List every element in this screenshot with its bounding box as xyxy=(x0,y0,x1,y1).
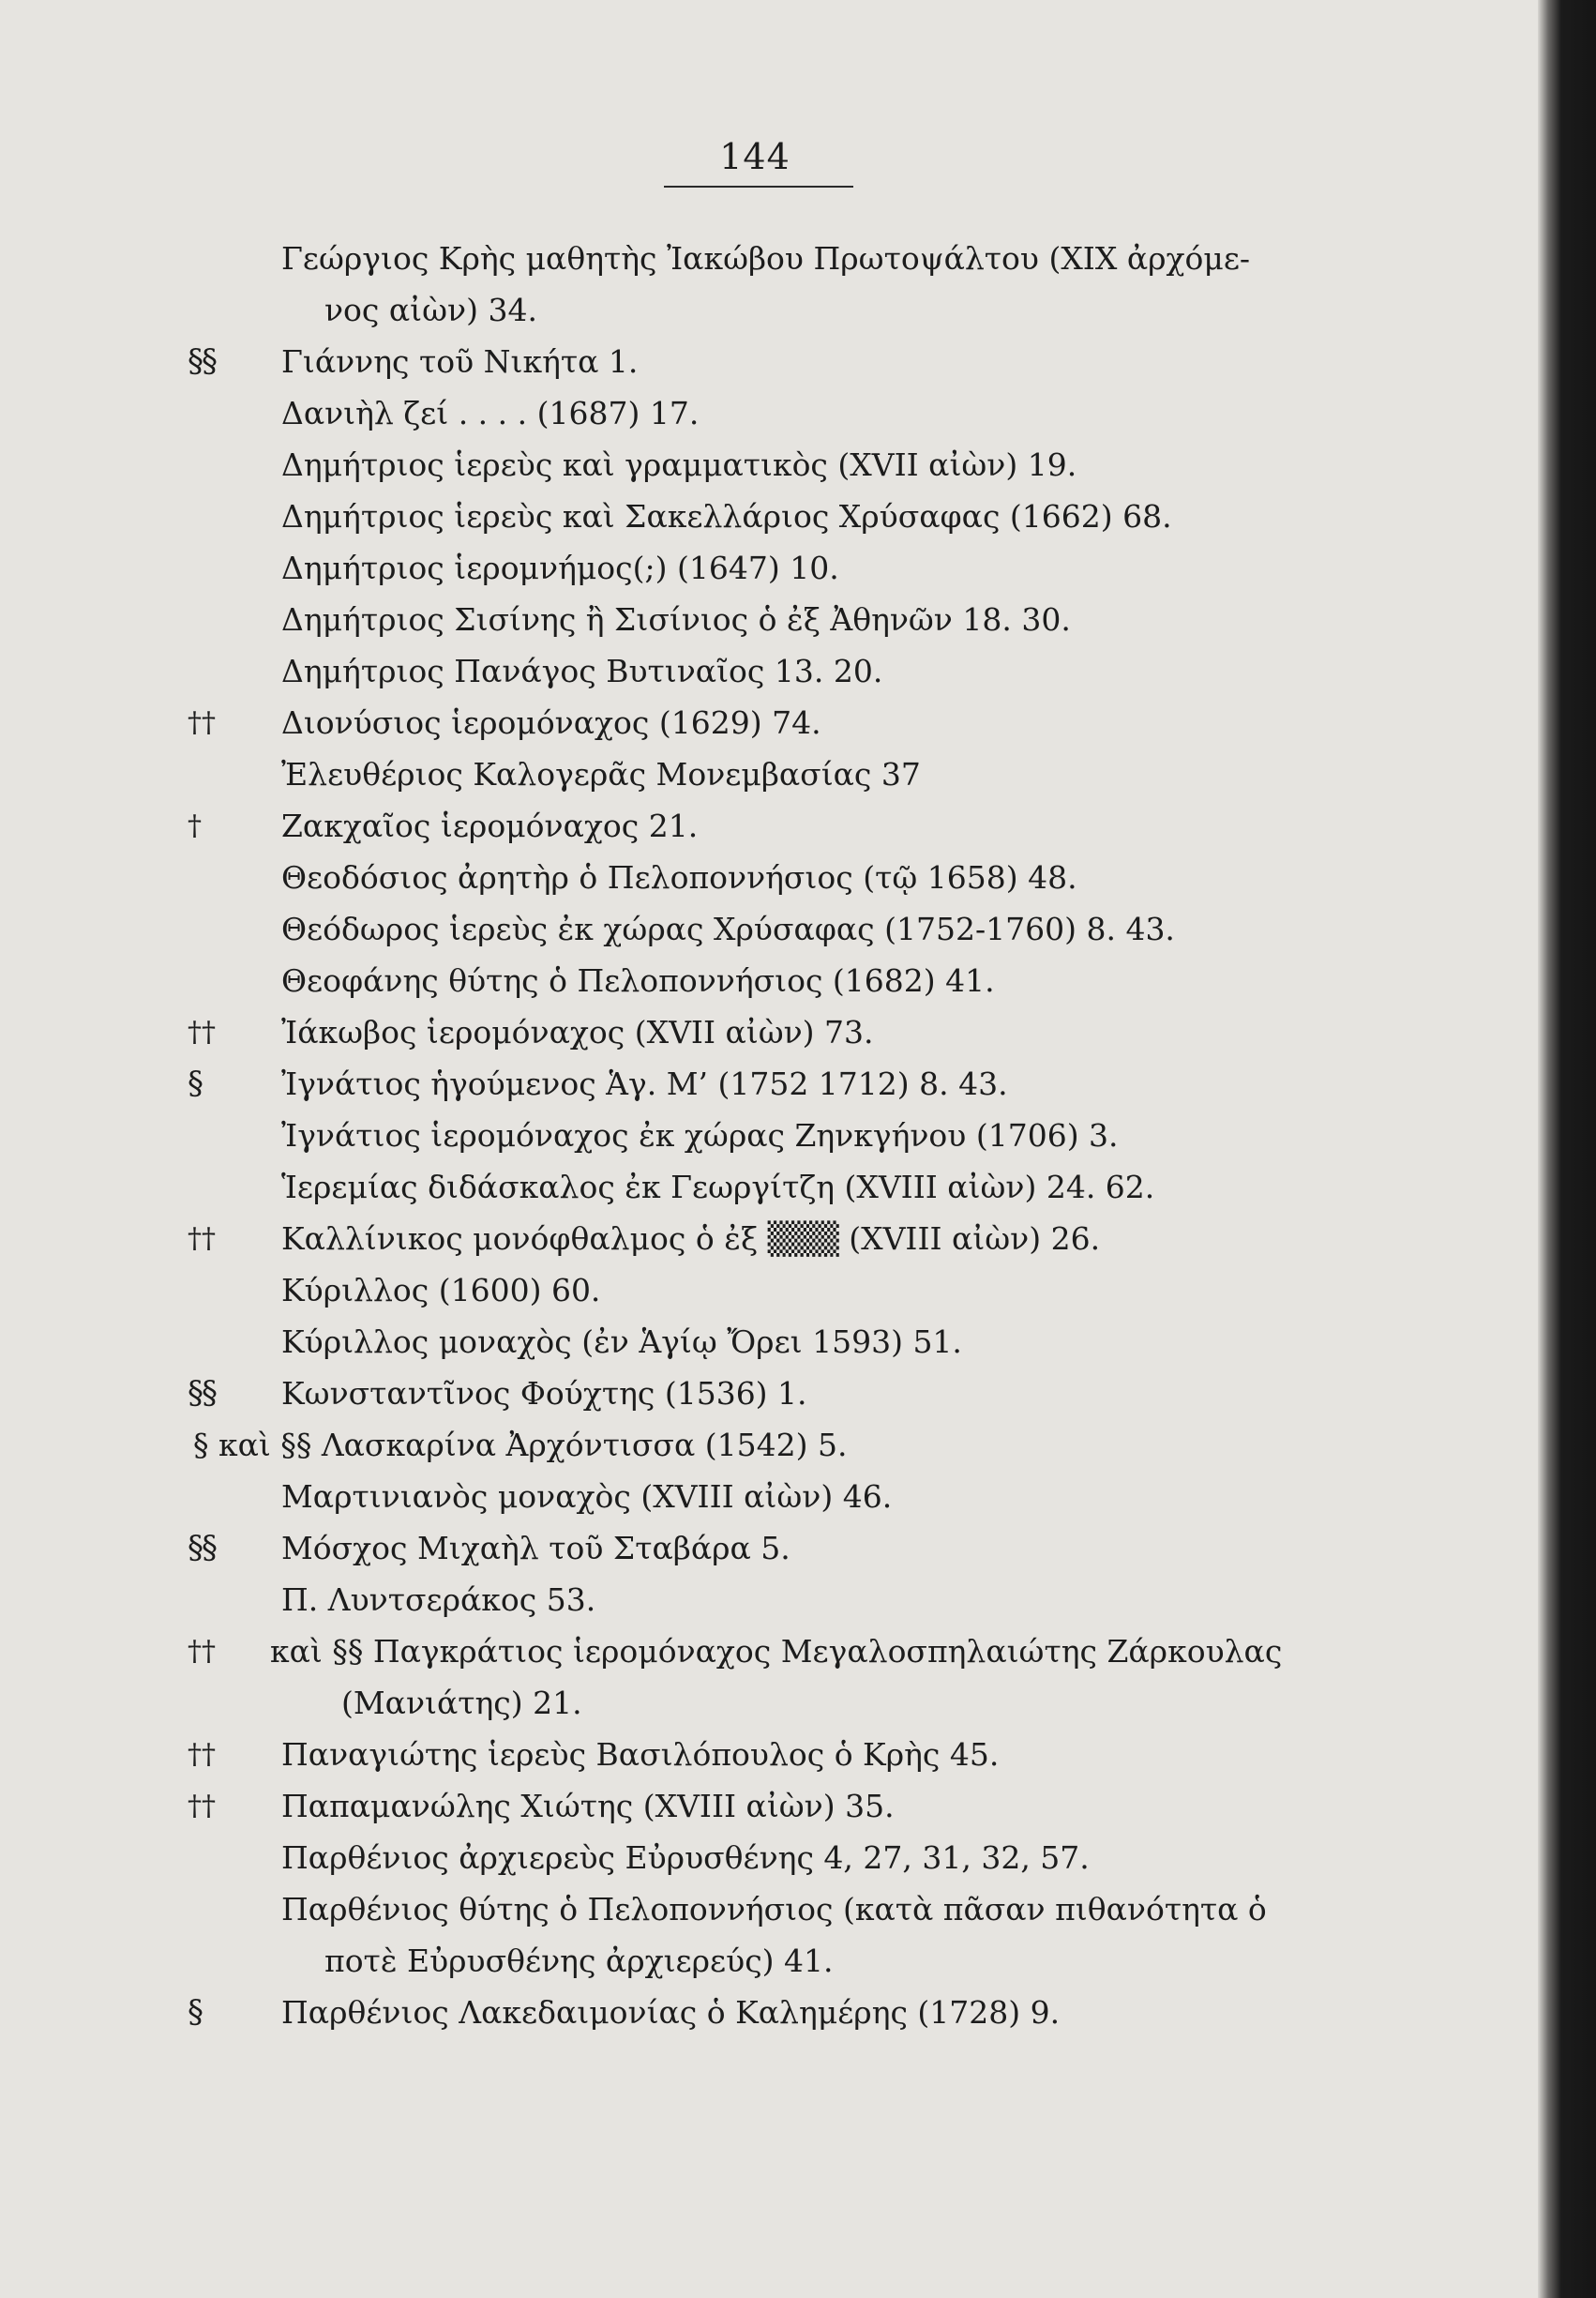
entry-text: Δανιὴλ ζεί . . . . (1687) 17. xyxy=(281,395,700,431)
entry-text: Ζακχαῖος ἱερομόναχος 21. xyxy=(281,808,699,844)
index-entry xyxy=(0,1780,1463,1832)
index-entry xyxy=(0,1368,1463,1419)
index-entry xyxy=(0,1625,1463,1729)
entry-text: Δημήτριος ἱερεὺς καὶ γραμματικὸς (XVII αἰὼν) 19. xyxy=(281,446,1077,483)
index-entry xyxy=(0,1574,1463,1625)
entry-text: Παρθένιος ἀρχιερεὺς Εὐρυσθένης 4, 27, 31, 32, 57. xyxy=(281,1839,1090,1876)
index-entry xyxy=(0,903,1463,955)
cross-marker: † xyxy=(188,809,202,842)
index-entry xyxy=(0,1729,1463,1780)
index-entry xyxy=(0,1471,1463,1522)
index-entry xyxy=(0,491,1463,542)
entry-text: Γιάννης τοῦ Νικήτα 1. xyxy=(281,343,639,380)
index-entry xyxy=(0,697,1463,748)
index-entry xyxy=(0,1264,1463,1316)
entry-text: Κύριλλος μοναχὸς (ἐν Ἁγίῳ Ὄρει 1593) 51. xyxy=(281,1323,962,1360)
index-entry xyxy=(0,439,1463,491)
entry-text: Παναγιώτης ἱερεὺς Βασιλόπουλος ὁ Κρὴς 45. xyxy=(281,1736,1000,1773)
index-entry xyxy=(0,1110,1463,1161)
index-entry xyxy=(0,542,1463,594)
entry-text: Γεώργιος Κρὴς μαθητὴς Ἰακώβου Πρωτοψάλτου (XIX ἀρχόμε- xyxy=(281,240,1251,277)
entry-text: Καλλίνικος μονόφθαλμος ὁ ἐξ ▒▒▒ (XVIII αἰὼν) 26. xyxy=(281,1220,1101,1257)
entry-text: Ἰάκωβος ἱερομόναχος (XVII αἰὼν) 73. xyxy=(281,1014,874,1051)
index-entry xyxy=(0,1522,1463,1574)
index-entry xyxy=(0,1161,1463,1213)
cross-marker: †† xyxy=(188,1635,216,1668)
cross-marker: †† xyxy=(188,1016,216,1049)
index-entry xyxy=(0,1987,1463,2038)
index-entries xyxy=(0,233,1463,2038)
entry-text: Κύριλλος (1600) 60. xyxy=(281,1272,601,1308)
index-entry xyxy=(0,387,1463,439)
entry-text: Δημήτριος Πανάγος Βυτιναῖος 13. 20. xyxy=(281,653,883,689)
index-entry xyxy=(0,748,1463,800)
index-entry xyxy=(0,594,1463,645)
index-entry xyxy=(0,852,1463,903)
index-entry xyxy=(0,955,1463,1006)
entry-text: Δημήτριος ἱερεὺς καὶ Σακελλάριος Χρύσαφας (1662) 68. xyxy=(281,498,1172,535)
section-marker: §§ xyxy=(188,1374,216,1412)
index-entry xyxy=(0,800,1463,852)
entry-text: Παρθένιος θύτης ὁ Πελοποννήσιος (κατὰ πᾶσαν πιθανότητα ὁ xyxy=(281,1891,1267,1928)
cross-marker: †† xyxy=(188,1790,216,1822)
index-entry xyxy=(0,1058,1463,1110)
index-entry xyxy=(0,645,1463,697)
entry-text: Μόσχος Μιχαὴλ τοῦ Σταβάρα 5. xyxy=(281,1530,790,1566)
cross-marker: †† xyxy=(188,706,216,739)
page-number-rule xyxy=(664,186,853,188)
entry-continuation: (Μανιάτης) 21. xyxy=(341,1685,582,1721)
entry-text: Ἰγνάτιος ἱερομόναχος ἐκ χώρας Ζηνκγήνου (1706) 3. xyxy=(281,1117,1119,1154)
entry-text: Δημήτριος ἱερομνήμος(;) (1647) 10. xyxy=(281,550,839,586)
entry-text: καὶ §§ Παγκράτιος ἱερομόναχος Μεγαλοσπηλαιώτης Ζάρκουλας xyxy=(270,1633,1283,1670)
index-entry xyxy=(0,233,1463,336)
index-entry xyxy=(0,1419,1463,1471)
cross-marker: †† xyxy=(188,1222,216,1255)
entry-text: Ἱερεμίας διδάσκαλος ἐκ Γεωργίτζη (XVIII αἰὼν) 24. 62. xyxy=(281,1169,1155,1205)
entry-continuation: ποτὲ Εὐρυσθένης ἀρχιερεύς) 41. xyxy=(324,1943,834,1979)
entry-text: Παπαμανώλης Χιώτης (XVIII αἰὼν) 35. xyxy=(281,1788,895,1824)
entry-text: Δημήτριος Σισίνης ἢ Σισίνιος ὁ ἐξ Ἀθηνῶν 18. 30. xyxy=(281,601,1071,638)
section-marker: § xyxy=(188,1065,202,1102)
entry-text: Θεόδωρος ἱερεὺς ἐκ χώρας Χρύσαφας (1752-1760) 8. 43. xyxy=(281,911,1175,947)
page-number: 144 xyxy=(719,136,790,177)
entry-text: Ἐλευθέριος Καλογερᾶς Μονεμβασίας 37 xyxy=(281,756,921,793)
entry-continuation: νος αἰὼν) 34. xyxy=(324,292,537,328)
entry-text: Θεοφάνης θύτης ὁ Πελοποννήσιος (1682) 41. xyxy=(281,962,995,999)
index-entry xyxy=(0,1883,1463,1987)
section-marker: § xyxy=(188,1993,202,2031)
index-entry xyxy=(0,1316,1463,1368)
section-marker: §§ xyxy=(188,342,216,380)
section-marker: §§ xyxy=(188,1529,216,1566)
book-binding-edge xyxy=(1538,0,1596,2298)
index-entry xyxy=(0,1213,1463,1264)
entry-text: Μαρτινιανὸς μοναχὸς (XVIII αἰὼν) 46. xyxy=(281,1478,893,1515)
entry-text: Θεοδόσιος ἀρητὴρ ὁ Πελοποννήσιος (τῷ 1658) 48. xyxy=(281,859,1077,896)
index-entry xyxy=(0,336,1463,387)
entry-text: Διονύσιος ἱερομόναχος (1629) 74. xyxy=(281,704,821,741)
index-entry xyxy=(0,1832,1463,1883)
entry-text: Κωνσταντῖνος Φούχτης (1536) 1. xyxy=(281,1375,807,1412)
index-entry xyxy=(0,1006,1463,1058)
entry-text: § καὶ §§ Λασκαρίνα Ἀρχόντισσα (1542) 5. xyxy=(193,1427,848,1463)
entry-text: Π. Λυντσεράκος 53. xyxy=(281,1581,596,1618)
cross-marker: †† xyxy=(188,1738,216,1771)
entry-text: Ἰγνάτιος ἡγούμενος Ἁγ. Μ’ (1752 1712) 8. 43. xyxy=(281,1066,1008,1102)
entry-text: Παρθένιος Λακεδαιμονίας ὁ Καλημέρης (1728) 9. xyxy=(281,1994,1061,2031)
